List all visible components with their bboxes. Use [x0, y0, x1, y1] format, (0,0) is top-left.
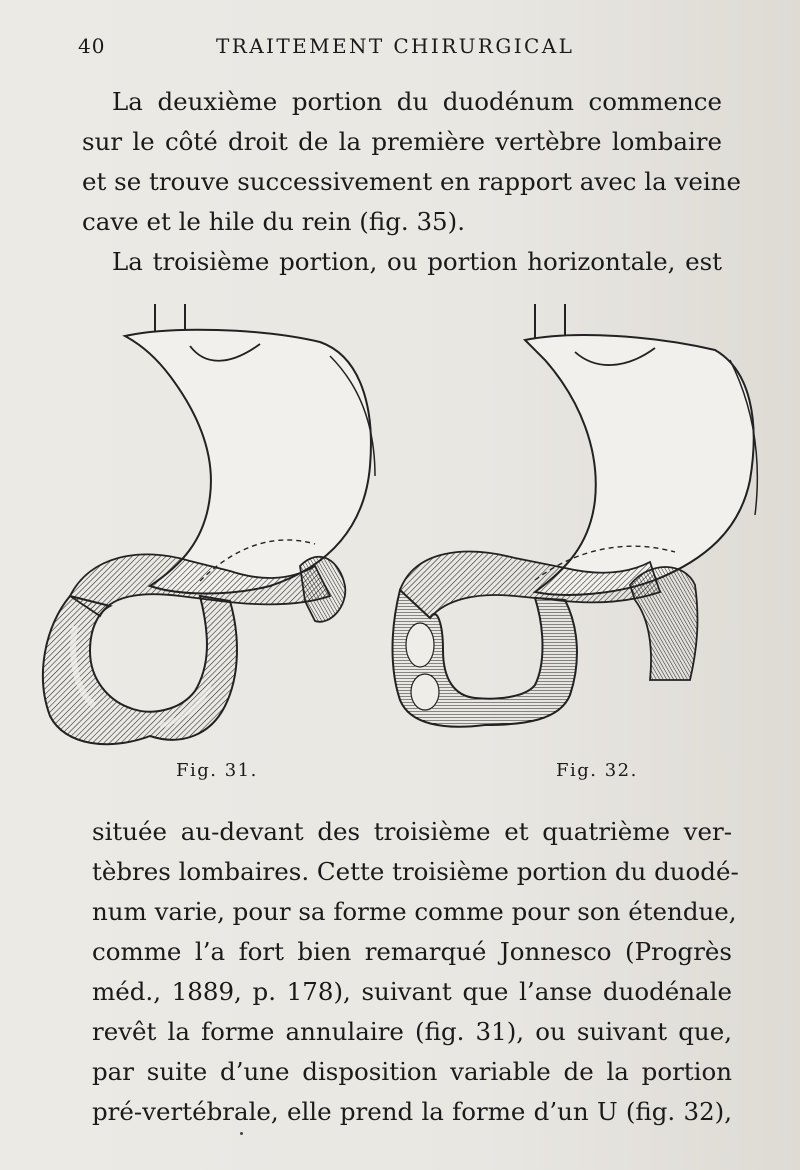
print-speck [240, 1132, 243, 1135]
figure-32-caption: Fig. 32. [556, 760, 638, 781]
text-line: cave et le hile du rein (fig. 35). [82, 207, 465, 236]
text-line: pré-vertébrale, elle prend la forme d’un U (fig. 32), [92, 1097, 732, 1126]
running-title: TRAITEMENT CHIRURGICAL [216, 34, 575, 58]
text-line: num varie, pour sa forme comme pour son étendue, [92, 897, 737, 926]
text-line: tèbres lombaires. Cette troisième portion du duodé- [92, 857, 739, 886]
figure-31-illustration [30, 296, 390, 756]
paragraph-third-portion-intro [82, 242, 722, 282]
text-line: située au-devant des troisième et quatrième ver- [92, 817, 732, 846]
figure-32-illustration [385, 300, 765, 750]
text-line: La deuxième portion du duodénum commence [112, 87, 722, 116]
figure-31-caption: Fig. 31. [176, 760, 258, 781]
text-line: revêt la forme annulaire (fig. 31), ou suivant que, [92, 1017, 732, 1046]
text-line: La troisième portion, ou portion horizontale, est [112, 247, 722, 276]
text-line: méd., 1889, p. 178), suivant que l’anse duodénale [92, 977, 732, 1006]
paragraph-third-portion-body [92, 812, 739, 1132]
text-line: sur le côté droit de la première vertèbre lombaire [82, 127, 722, 156]
page-number: 40 [78, 34, 106, 58]
text-line: par suite d’une disposition variable de la portion [92, 1057, 732, 1086]
paragraph-second-portion [82, 82, 741, 242]
page-header [78, 34, 728, 64]
text-line: comme l’a fort bien remarqué Jonnesco (Progrès [92, 937, 732, 966]
text-line: et se trouve successivement en rapport avec la veine [82, 167, 741, 196]
